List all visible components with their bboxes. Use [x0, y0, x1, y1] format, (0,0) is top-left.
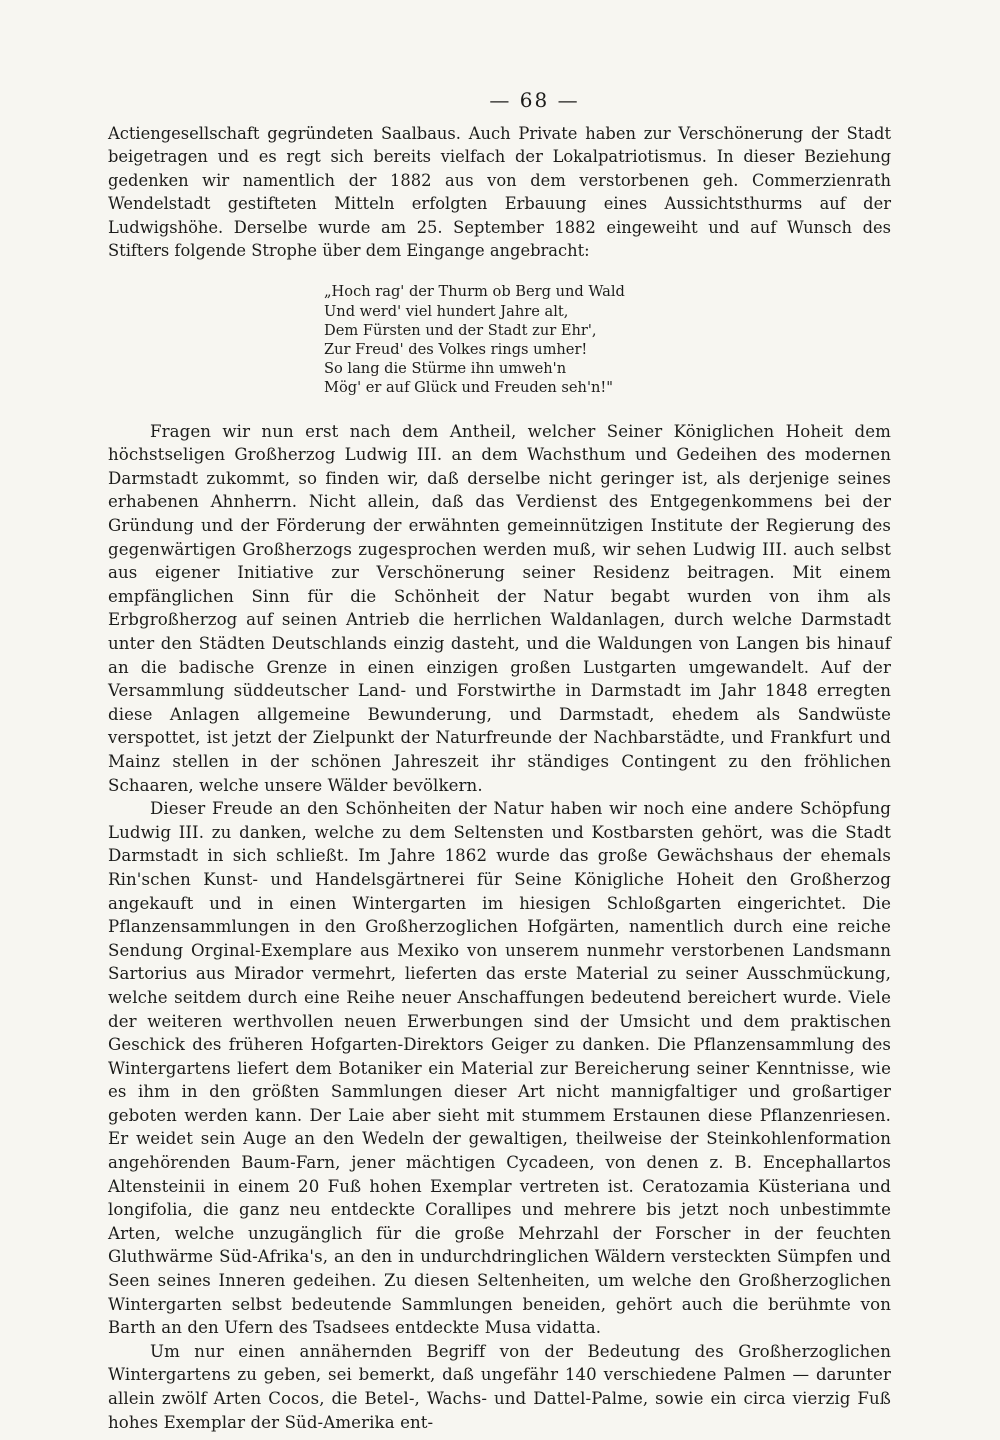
poem-line: Zur Freud' des Volkes rings umher!	[324, 341, 588, 359]
poem-line: Und werd' viel hundert Jahre alt,	[324, 302, 569, 320]
poem-line: So lang die Stürme ihn umweh'n	[324, 360, 567, 378]
paragraph-saalbau: Actiengesellschaft gegründeten Saalbaus. Auch Private haben zur Verschönerung der Stadt beigetragen und es regt sich bereits vielfach der Lokalpatriotismus. In dieser Beziehung gedenken wir namentlich der 1882 aus von dem verstorbenen geh. Commerzienrath Wendelstadt gestifteten Mitteln erfolgten Erbauung eines Aussichtsthurms auf der Ludwigshöhe. Derselbe wurde am 25. September 1882 eingeweiht und auf Wunsch des Stifters folgende Strophe über dem Eingange angebracht:	[108, 124, 891, 261]
inscription-poem	[324, 282, 891, 397]
poem-line: „Hoch rag' der Thurm ob Berg und Wald	[324, 283, 625, 301]
page-number: — 68 —	[489, 88, 580, 112]
poem-line: Mög' er auf Glück und Freuden seh'n!"	[324, 379, 613, 397]
paragraph-wintergarten: Dieser Freude an den Schönheiten der Natur haben wir noch eine andere Schöpfung Ludwig III. zu danken, welche zu dem Seltensten und Kostbarsten gehört, was die Stadt Darmstadt in sich schließt. Im Jahre 1862 wurde das große Gewächshaus der ehemals Rin'schen Kunst- und Handelsgärtnerei für Seine Königliche Hoheit den Großherzog angekauft und in einen Wintergarten im hiesigen Schloßgarten eingerichtet. Die Pflanzensammlungen in den Großherzoglichen Hofgärten, namentlich durch eine reiche Sendung Orginal-Exemplare aus Mexiko von unserem nunmehr verstorbenen Landsmann Sartorius aus Mirador vermehrt, lieferten das erste Material zu seiner Ausschmückung, welche seitdem durch eine Reihe neuer Anschaffungen bedeutend bereichert wurde. Viele der weiteren werthvollen neuen Erwerbungen sind der Umsicht und dem praktischen Geschick des früheren Hofgarten-Direktors Geiger zu danken. Die Pflanzensammlung des Wintergartens liefert dem Botaniker ein Material zur Bereicherung seiner Kenntnisse, wie es ihm in den größten Sammlungen dieser Art nicht mannigfaltiger und großartiger geboten werden kann. Der Laie aber sieht mit stummem Erstaunen diese Pflanzenriesen. Er weidet sein Auge an den Wedeln der gewaltigen, theilweise der Steinkohlenformation angehörenden Baum-Farn, jener mächtigen Cycadeen, von denen z. B. Encephallartos Altensteinii in einem 20 Fuß hohen Exemplar vertreten ist. Ceratozamia Küsteriana und longifolia, die ganz neu entdeckte Corallipes und mehrere bis jetzt noch unbestimmte Arten, welche unzugänglich für die große Mehrzahl der Forscher in der feuchten Gluthwärme Süd-Afrika's, an den in undurchdringlichen Wäldern versteckten Sümpfen und Seen seines Inneren gedeihen. Zu diesen Seltenheiten, um welche den Großherzoglichen Wintergarten selbst bedeutende Sammlungen beneiden, gehört auch die berühmte von Barth an den Ufern des Tsadsees entdeckte Musa vidatta.	[108, 799, 891, 1338]
poem-line: Dem Fürsten und der Stadt zur Ehr',	[324, 321, 597, 339]
paragraph-ludwig-iii: Fragen wir nun erst nach dem Antheil, welcher Seiner Königlichen Hoheit dem höchstseligen Großherzog Ludwig III. an dem Wachsthum und Gedeihen des modernen Darmstadt zukommt, so finden wir, daß derselbe nicht geringer ist, als derjenige seines erhabenen Ahnherrn. Nicht allein, daß das Verdienst des Entgegenkommens bei der Gründung und der Förderung der erwähnten gemeinnützigen Institute der Regierung des gegenwärtigen Großherzogs zugesprochen werden muß, wir sehen Ludwig III. auch selbst aus eigener Initiative zur Verschönerung seiner Residenz beitragen. Mit einem empfänglichen Sinn für die Schönheit der Natur begabt wurden von ihm als Erbgroßherzog auf seinen Antrieb die herrlichen Waldanlagen, durch welche Darmstadt unter den Städten Deutschlands einzig dasteht, und die Waldungen von Langen bis hinauf an die badische Grenze in einen einzigen großen Lustgarten umgewandelt. Auf der Versammlung süddeutscher Land- und Forstwirthe in Darmstadt im Jahr 1848 erregten diese Anlagen allgemeine Bewunderung, und Darmstadt, ehedem als Sandwüste verspottet, ist jetzt der Zielpunkt der Naturfreunde der Nachbarstädte, und Frankfurt und Mainz stellen in der schönen Jahreszeit ihr ständiges Contingent zu den fröhlichen Schaaren, welche unsere Wälder bevölkern.	[108, 421, 891, 795]
document-page	[108, 88, 891, 1434]
paragraph-palmen: Um nur einen annähernden Begriff von der Bedeutung des Großherzoglichen Wintergartens zu geben, sei bemerkt, daß ungefähr 140 verschiedene Palmen — darunter allein zwölf Arten Cocos, die Betel-, Wachs- und Dattel-Palme, sowie ein circa vierzig Fuß hohes Exemplar der Süd-Amerika ent-	[108, 1341, 891, 1432]
